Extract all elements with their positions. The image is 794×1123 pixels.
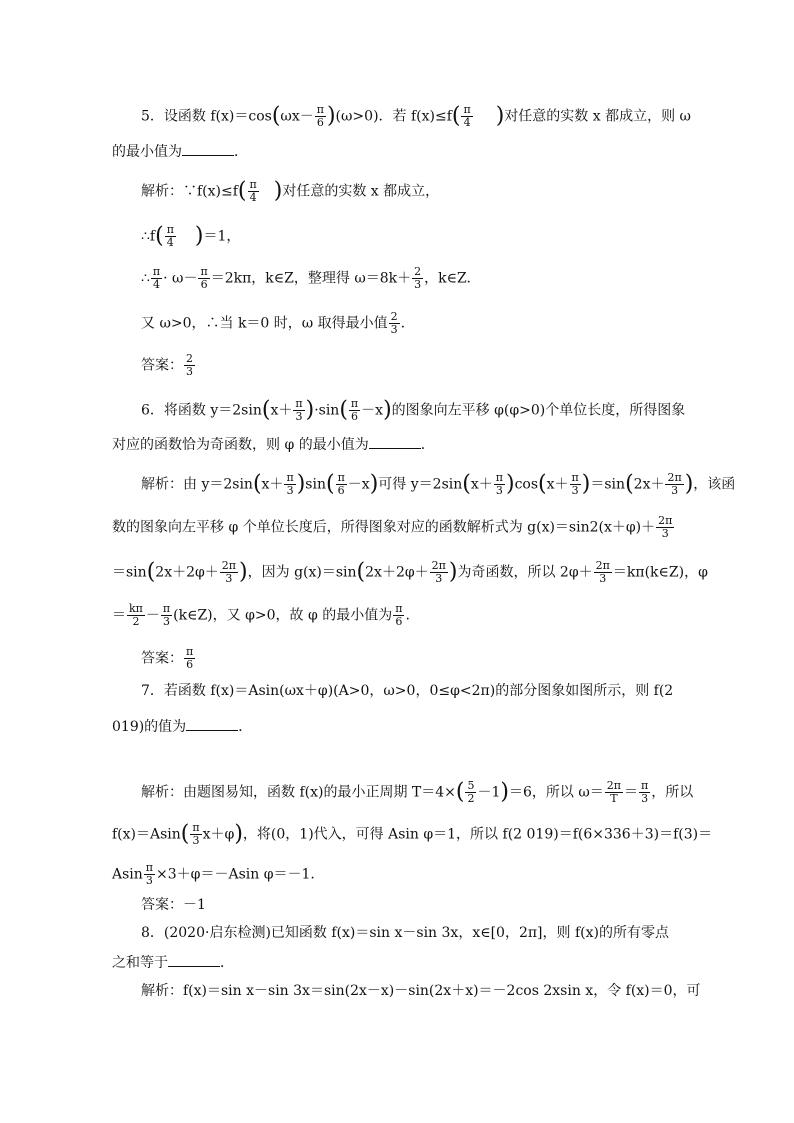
q5-solution-line3: ∴ $\frac{\pi}{4}$ · ω－ $\frac{\pi}{6}$ ＝2kπ，k∈Z，整理得 ω＝8k＋ $\frac{2}{3}$ ，k∈Z.: [141, 265, 471, 291]
q5-stem-line2: 的最小值为 ．: [112, 144, 248, 160]
q6-solution-line4: ＝ $\frac{k\pi}{2}$ － $\frac{\pi}{3}$ (k∈Z)，又 φ>0，故 φ 的最小值为 $\frac{\pi}{6}$ .: [112, 602, 410, 628]
q7-answer: 答案：－1: [141, 897, 206, 913]
q5-solution-line2: ∴f( $\frac{\pi}{4}$ )＝1，: [141, 223, 241, 249]
q6-stem-line2: 对应的函数恰为奇函数，则 φ 的最小值为 ．: [112, 437, 435, 453]
answer-blank[interactable]: [369, 436, 421, 449]
q5-solution-line4: 又 ω>0，∴当 k＝0 时，ω 取得最小值 $\frac{2}{3}$ .: [141, 310, 406, 336]
answer-blank[interactable]: [182, 143, 234, 156]
q8-stem-line2: 之和等于 ．: [112, 955, 234, 971]
q6-solution-line1: 解析：由 y＝2sin(x＋ $\frac{\pi}{3}$ )sin( $\frac{\pi}{6}$ －x)可得 y＝2sin(x＋ $\frac{\pi}{3}$ )cos(x＋ $\frac{\pi}{3}$ )＝sin(2x＋ $\frac{2\pi}{3}$ )，该函: [141, 471, 736, 497]
answer-blank[interactable]: [168, 954, 220, 967]
q5-answer: 答案： $\frac{2}{3}$: [141, 352, 193, 378]
q6-solution-line2: 数的图象向左平移 φ 个单位长度后，所得图象对应的函数解析式为 g(x)＝sin2(x＋φ)＋ $\frac{2\pi}{3}$: [112, 514, 673, 540]
q7-stem-line1: 7．若函数 f(x)＝Asin(ωx＋φ)(A>0，ω>0，0≤φ<2π)的部分图象如图所示，则 f(2: [141, 683, 674, 699]
q6-solution-line3: ＝sin(2x＋2φ＋ $\frac{2\pi}{3}$ )，因为 g(x)＝sin(2x＋2φ＋ $\frac{2\pi}{3}$ )为奇函数，所以 2φ＋ $\frac{2\pi}{3}$ ＝kπ(k∈Z)，φ: [112, 559, 708, 585]
q5-stem-line1: 5．设函数 f(x)＝cos(ωx－ $\frac{\pi}{6}$ )(ω>0)．若 f(x)≤f( $\frac{\pi}{4}$ )对任意的实数 x 都成立，则 ω: [141, 103, 691, 129]
q6-stem-line1: 6．将函数 y＝2sin(x＋ $\frac{\pi}{3}$ )·sin( $\frac{\pi}{6}$ －x)的图象向左平移 φ(φ>0)个单位长度，所得图象: [141, 397, 686, 423]
q8-solution-line1: 解析：f(x)＝sin x－sin 3x＝sin(2x－x)－sin(2x＋x)＝－2cos 2xsin x，令 f(x)＝0，可: [141, 983, 701, 999]
q7-solution-line3: Asin $\frac{\pi}{3}$ ×3＋φ＝－Asin φ＝－1.: [112, 861, 315, 887]
q5-solution-line1: 解析：∵f(x)≤f( $\frac{\pi}{4}$ )对任意的实数 x 都成立，: [141, 178, 440, 204]
q8-stem-line1: 8．(2020·启东检测)已知函数 f(x)＝sin x－sin 3x，x∈[0，2π]，则 f(x)的所有零点: [141, 925, 669, 941]
q7-stem-line2: 019)的值为 ．: [112, 719, 253, 735]
q7-solution-line2: f(x)＝Asin( $\frac{\pi}{3}$ x＋φ)，将(0，1)代入，可得 Asin φ＝1，所以 f(2 019)＝f(6×336＋3)＝f(3)＝: [112, 821, 713, 847]
answer-blank[interactable]: [186, 718, 238, 731]
q7-solution-line1: 解析：由题图易知，函数 f(x)的最小正周期 T＝4×( $\frac{5}{2}$ －1)＝6，所以 ω＝ $\frac{2\pi}{T}$ ＝ $\frac{\pi}{3}$ ，所以: [141, 779, 694, 805]
q6-answer: 答案： $\frac{\pi}{6}$: [141, 645, 194, 671]
